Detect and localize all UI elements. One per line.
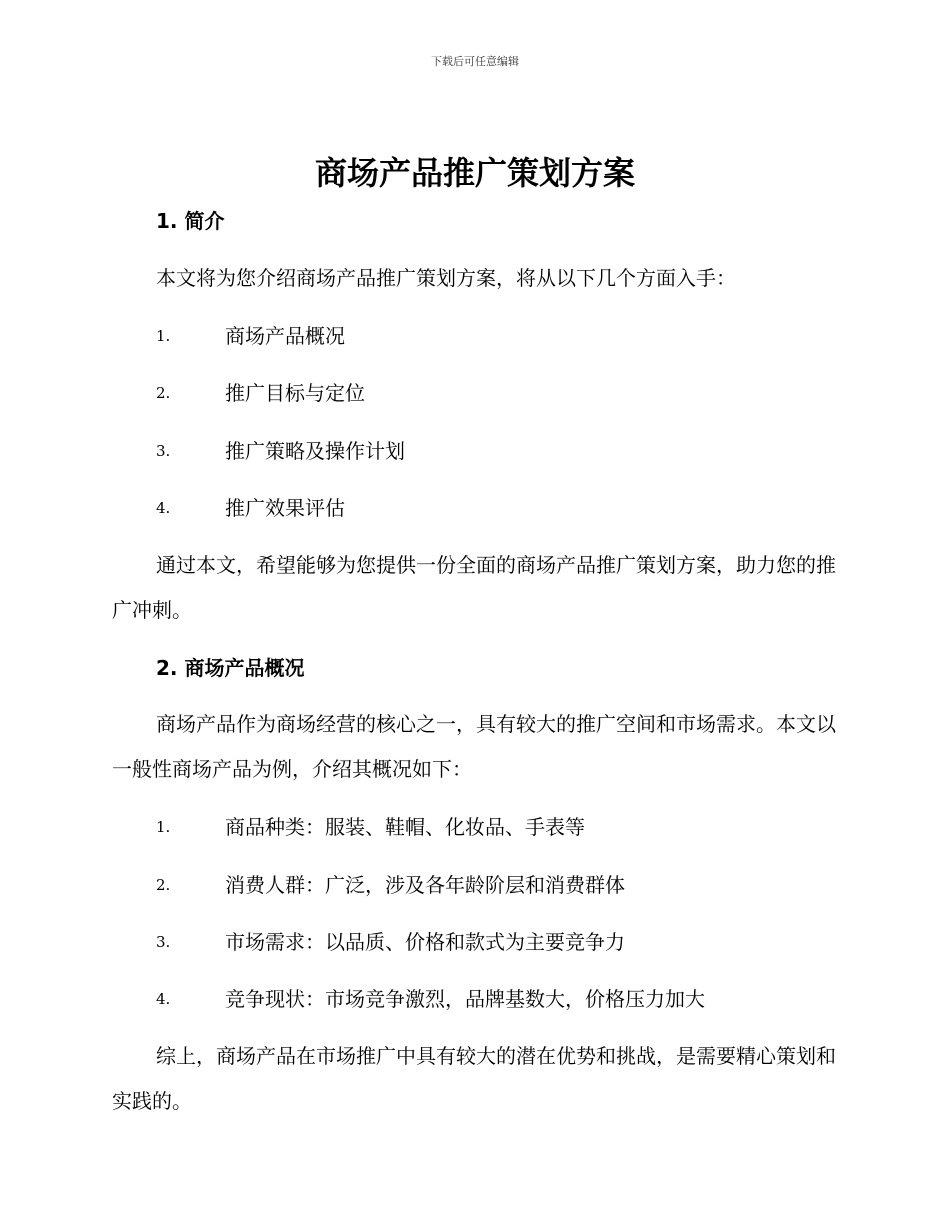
list-item-number: 4. [156,499,171,517]
list-item [112,436,838,466]
list-item-text: 推广效果评估 [225,496,345,520]
list-item-text: 推广目标与定位 [225,381,365,405]
section-conclusion-paragraph: 综上，商场产品在市场推广中具有较大的潜在优势和挑战，是需要精心策划和实践的。 [112,1044,836,1113]
list-item-text: 商品种类：服装、鞋帽、化妆品、手表等 [225,815,585,839]
list-item-number: 3. [156,933,171,951]
list-item [112,812,838,842]
list-item-number: 4. [156,990,171,1008]
list-item [112,378,838,408]
list-item-text: 商场产品概况 [225,324,345,348]
header-note: 下载后可任意编辑 [431,55,519,68]
section-heading-intro: 1. 简介 [156,209,225,233]
list-item [112,927,838,957]
list-item [112,984,838,1014]
list-item-text: 市场需求：以品质、价格和款式为主要竞争力 [225,930,625,954]
list-item-number: 2. [156,876,171,894]
section-heading-overview: 2. 商场产品概况 [156,656,305,680]
list-item [112,870,838,900]
list-item-number: 1. [156,818,171,836]
list-item-text: 消费人群：广泛，涉及各年龄阶层和消费群体 [225,873,625,897]
list-item-text: 竞争现状：市场竞争激烈，品牌基数大，价格压力加大 [225,987,705,1011]
document-title: 商场产品推广策划方案 [314,154,635,192]
list-item-number: 3. [156,442,171,460]
list-item [112,493,838,523]
list-item-text: 推广策略及操作计划 [225,439,405,463]
section-intro-paragraph: 本文将为您介绍商场产品推广策划方案，将从以下几个方面入手： [156,266,736,290]
section-conclusion-paragraph: 通过本文，希望能够为您提供一份全面的商场产品推广策划方案，助力您的推广冲刺。 [112,553,836,622]
list-item-number: 1. [156,327,171,345]
section-intro-paragraph: 商场产品作为商场经营的核心之一，具有较大的推广空间和市场需求。本文以一般性商场产品为例，介绍其概况如下： [112,712,836,781]
list-item-number: 2. [156,384,171,402]
list-item [112,321,838,351]
